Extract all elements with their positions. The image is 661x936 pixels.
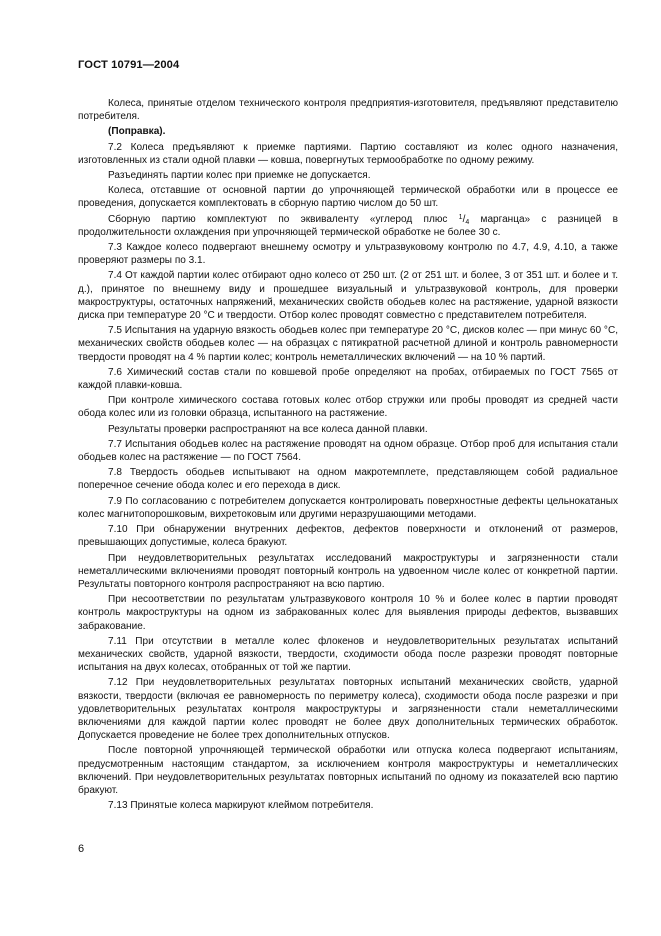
fraction-denominator: 4 [465, 218, 470, 226]
paragraph: При контроле химического состава готовых колес отбор стружки или пробы проводят из средней части обода колес или из головки образца, испытанного на растяжение. [78, 395, 618, 420]
paragraph: Разъединять партии колес при приемке не допускается. [108, 170, 371, 182]
paragraph-with-fraction: Сборную партию комплектуют по эквиваленту «углерод плюс $^1/_4$ марганца» с разницей в продолжительности охлаждения при упрочняющей термической обработке не более 30 с. [78, 213, 618, 238]
paragraph: 7.4 От каждой партии колес отбирают одно колесо от 250 шт. (2 от 251 шт. и более, 3 от 351 шт. и более и т. д.), принятое по внешнему виду и прошедшее визуальный и ультразвуковой контроль, для проверки макроструктуры, остаточных напряжений, механических свойств ободьев колес на растяжение, ударной вязкости диска при температуре 20 °С и твердости. Отбор колес проводят совместно с представителем потребителя. [78, 270, 618, 322]
paragraph-correction: (Поправка). [108, 126, 166, 138]
paragraph: 7.8 Твердость ободьев испытывают на одном макротемплете, представляющем собой радиальное поперечное сечение обода колес и его перехода в диск. [78, 467, 618, 492]
paragraph: 7.3 Каждое колесо подвергают внешнему осмотру и ультразвуковому контролю по 4.7, 4.9, 4.10, а также проверяют размеры по 3.1. [78, 242, 618, 267]
document-header: ГОСТ 10791—2004 [78, 59, 180, 71]
paragraph: 7.6 Химический состав стали по ковшевой пробе определяют на пробах, отбираемых по ГОСТ 7565 от каждой плавки-ковша. [78, 366, 618, 392]
paragraph: Колеса, отставшие от основной партии до упрочняющей термической обработки или в процессе ее проведения, допускается комплектовать в сборную партию числом до 50 шт. [78, 185, 618, 210]
paragraph: 7.2 Колеса предъявляют к приемке партиями. Партию составляют из колес одного назначения, изготовленных из стали одной плавки — ковша, повергнутых термообработке по одному режиму. [78, 141, 618, 166]
paragraph: 7.7 Испытания ободьев колес на растяжение проводят на одном образце. Отбор проб для испытания стали ободьев колес на растяжение — по ГОСТ 7564. [78, 438, 618, 464]
paragraph: 7.5 Испытания на ударную вязкость ободьев колес при температуре 20 °С, дисков колес — при минус 60 °С, механических свойств ободьев колес — на образцах с пятикратной расчетной длиной и контроль равномерности твердости проводят на 4 % партии колес; контроль неметаллических включений — на 10 % партий. [78, 325, 618, 363]
paragraph: При неудовлетворительных результатах исследований макроструктуры и загрязненности стали неметаллическими включениями проводят повторный контроль на удвоенном числе колес от конкретной партии. Результаты повторного контроля распространяют на всю партию. [78, 552, 618, 590]
paragraph: Результаты проверки распространяют на все колеса данной плавки. [108, 423, 428, 435]
fraction-numerator: 1 [458, 213, 463, 221]
paragraph-text-after: марганца» с разницей в продолжительности охлаждения при упрочняющей термической обработке не более 30 с. [78, 213, 618, 238]
paragraph: 7.11 При отсутствии в металле колес флокенов и неудовлетворительных результатах испытаний механических свойств, ударной вязкости, твердости, сходимости обода после разрезки проводят повторные испытания на двух колесах, отобранных от той же партии. [78, 635, 618, 674]
paragraph: После повторной упрочняющей термической обработки или отпуска колеса подвергают испытаниям, предусмотренным настоящим стандартом, за исключением контроля макроструктуры и неметаллических включений. При неудовлетворительных результатах повторных испытаний по одному из показателей всю партию бракуют. [78, 745, 618, 796]
paragraph-text-before: Сборную партию комплектуют по эквиваленту «углерод плюс [108, 213, 459, 225]
page-number: 6 [78, 843, 85, 855]
paragraph: 7.10 При обнаружении внутренних дефектов, дефектов поверхности и отклонений от размеров, превышающих допустимые, колеса бракуют. [78, 524, 618, 549]
paragraph: 7.13 Принятые колеса маркируют клеймом потребителя. [108, 800, 374, 812]
paragraph: При несоответствии по результатам ультразвукового контроля 10 % и более колес в партии проводят контроль макроструктуры на одном из забракованных колес для выявления природы дефектов, вызвавших забракование. [78, 594, 618, 632]
paragraph: 7.9 По согласованию с потребителем допускается контролировать поверхностные дефекты цельнокатаных колес магнитопорошковым, вихретоковым или другими неразрушающими методами. [78, 495, 618, 520]
document-body [78, 97, 618, 814]
paragraph: 7.12 При неудовлетворительных результатах повторных испытаний механических свойств, ударной вязкости, твердости (включая ее равномерность по периметру колеса), сходимости обода после разрезки и при удовлетворительных результатах контроля макроструктуры и загрязненности стали неметаллическими включениями для каждой партии колес проводят не более двух дополнительных термических обработок. Допускается проведение не более трех дополнительных отпусков. [78, 677, 618, 742]
paragraph: Колеса, принятые отделом технического контроля предприятия-изготовителя, предъявляют представителю потребителя. [78, 98, 618, 123]
